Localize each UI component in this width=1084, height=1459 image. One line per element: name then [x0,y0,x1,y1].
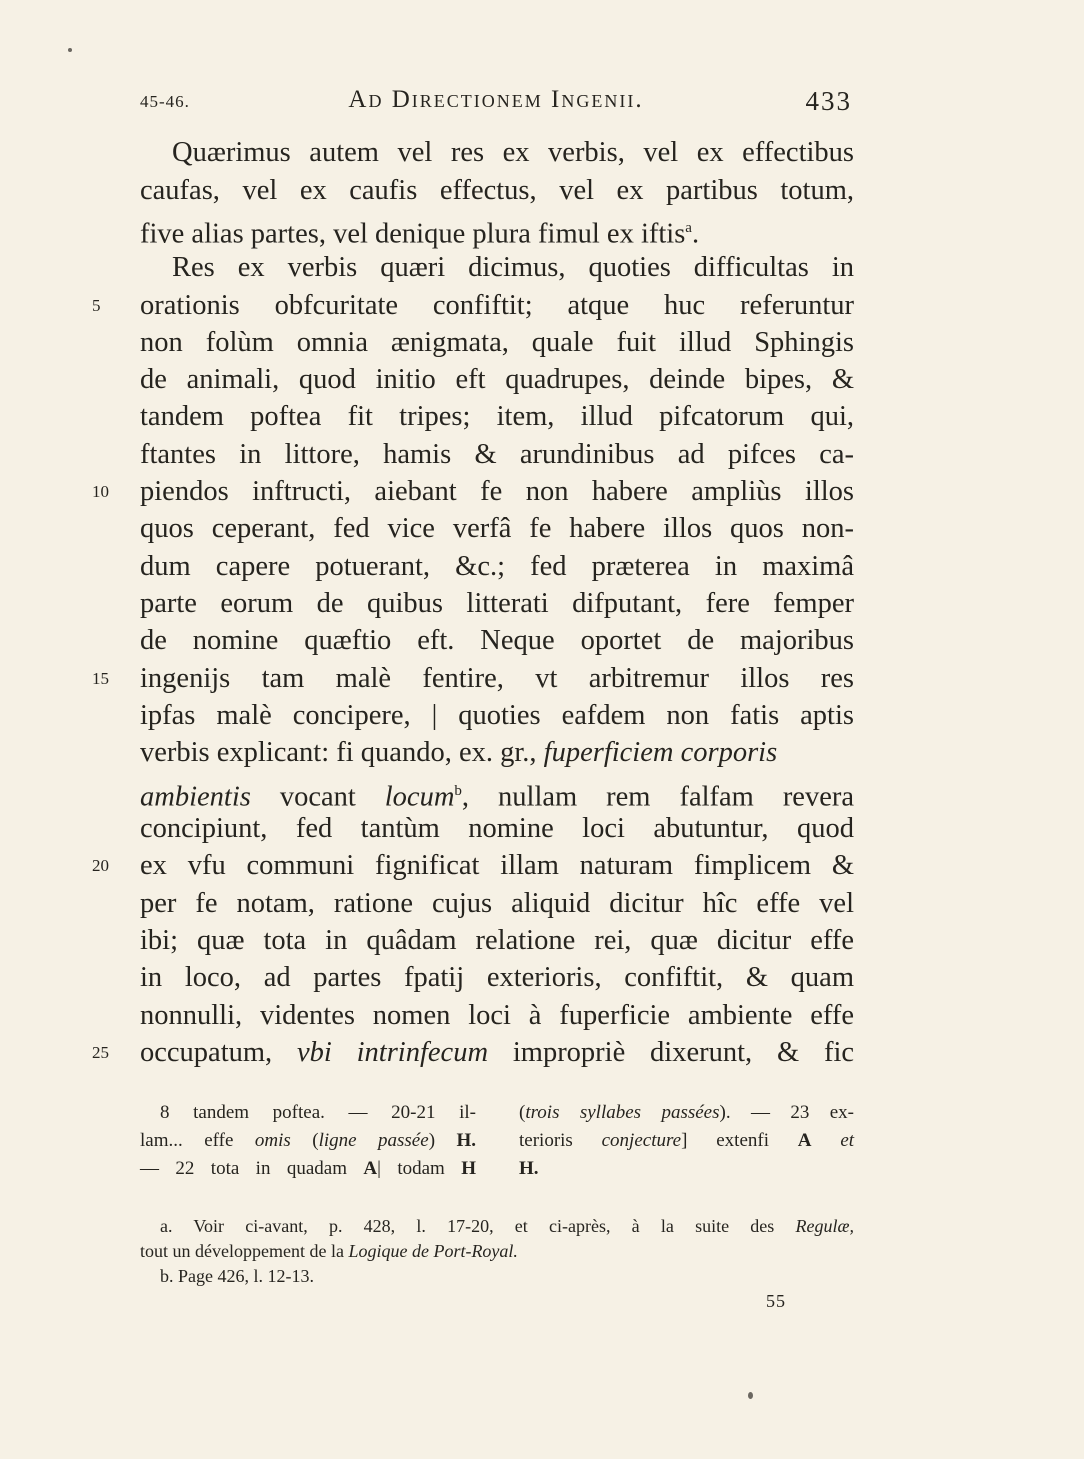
footnotes [140,1214,854,1289]
ink-speck [748,1392,753,1399]
header-title: Ad Directionem Ingenii. [348,86,644,113]
line-number: 5 [92,296,101,315]
text-line: caufas, vel ex caufis effectus, vel ex partibus totum, [140,175,854,206]
text-line: parte eorum de quibus litterati difputant, fere femper [140,588,854,619]
text-line: de nomine quæftio eft. Neque oportet de majoribus [140,625,854,656]
text-line: concipiunt, fed tantùm nomine loci abutuntur, quod [140,813,854,844]
variant-line: 8 tandem poftea. — 20-21 il- [160,1102,476,1123]
text-line: orationis obfcuritate confiftit; atque huc referuntur [140,290,854,321]
italic-term: ambientis [140,781,251,813]
text-line: ex vfu communi fignificat illam naturam fimplicem & [140,850,854,881]
text-line: tandem poftea fit tripes; item, illud pifcatorum qui, [140,401,854,432]
text-line: ambientis vocant locum$^b$, nullam rem falfam revera [140,781,854,813]
text-line: in loco, ad partes fpatij exterioris, confiftit, & quam [140,962,854,993]
text-line: Quærimus autem vel res ex verbis, vel ex effectibus [172,137,854,168]
text-line: verbis explicant: fi quando, ex. gr., fuperficiem corporis [140,737,778,768]
variant-line: — 22 tota in quadam A| todam H [140,1158,477,1179]
header-page-number: 433 [805,86,852,116]
text-line: ipfas malè concipere, | quoties eafdem non fatis aptis [140,700,854,731]
text-line: per fe notam, ratione cujus aliquid dicitur hîc effe vel [140,888,854,919]
text-line: ftantes in littore, hamis & arundinibus ad pifces ca- [140,439,854,470]
footnote-a: a. Voir ci-avant, p. 428, l. 17-20, et ci-après, à la suite des Regulæ, [160,1216,855,1236]
italic-term: locum [384,781,455,813]
footnote-b: b. Page 426, l. 12-13. [160,1266,314,1286]
variants-right-column [519,1099,854,1183]
text-line: ingenijs tam malè fentire, vt arbitremur illos res [140,663,854,694]
footnote-a-cont: tout un développement de la Logique de Port-Royal. [140,1241,518,1261]
text-line: non folùm omnia ænigmata, quale fuit illud Sphingis [140,327,854,358]
italic-term: vbi intrinfecum [297,1037,489,1068]
text-line: dum capere potuerant, &c.; fed præterea in maximâ [140,551,854,582]
variant-line: H. [519,1158,539,1179]
variant-line: lam... effe omis (ligne passée) H. [140,1130,477,1151]
signature-mark: 55 [766,1291,786,1311]
text-line: ibi; quæ tota in quâdam relatione rei, quæ dicitur effe [140,925,854,956]
text-line: quos ceperant, fed vice verfâ fe habere illos quos non- [140,513,854,544]
running-header [140,86,852,120]
text-line: occupatum, vbi intrinfecum impropriè dixerunt, & fic [140,1037,855,1068]
note-marker: b [454,783,462,799]
text-line: Res ex verbis quæri dicimus, quoties difficultas in [172,252,854,283]
header-page-range: 45-46. [140,92,190,111]
text-line: five alias partes, vel denique plura fimul ex iftis$^a$. [140,218,700,250]
variant-line: (trois syllabes passées). — 23 ex- [519,1102,854,1123]
line-number: 25 [92,1043,109,1062]
line-number: 10 [92,482,109,501]
variant-line: terioris conjecture] extenfi A et [519,1130,855,1151]
ink-speck [68,48,72,52]
line-number: 20 [92,856,109,875]
text-line: nonnulli, videntes nomen loci à fuperficie ambiente effe [140,1000,854,1031]
line-number: 15 [92,669,109,688]
italic-term: fuperficiem corporis [543,737,778,768]
text-line: de animali, quod initio eft quadrupes, deinde bipes, & [140,364,854,395]
variants-left-column [140,1099,476,1183]
text-line: piendos inftructi, aiebant fe non habere ampliùs illos [140,476,854,507]
note-marker: a [685,220,692,236]
